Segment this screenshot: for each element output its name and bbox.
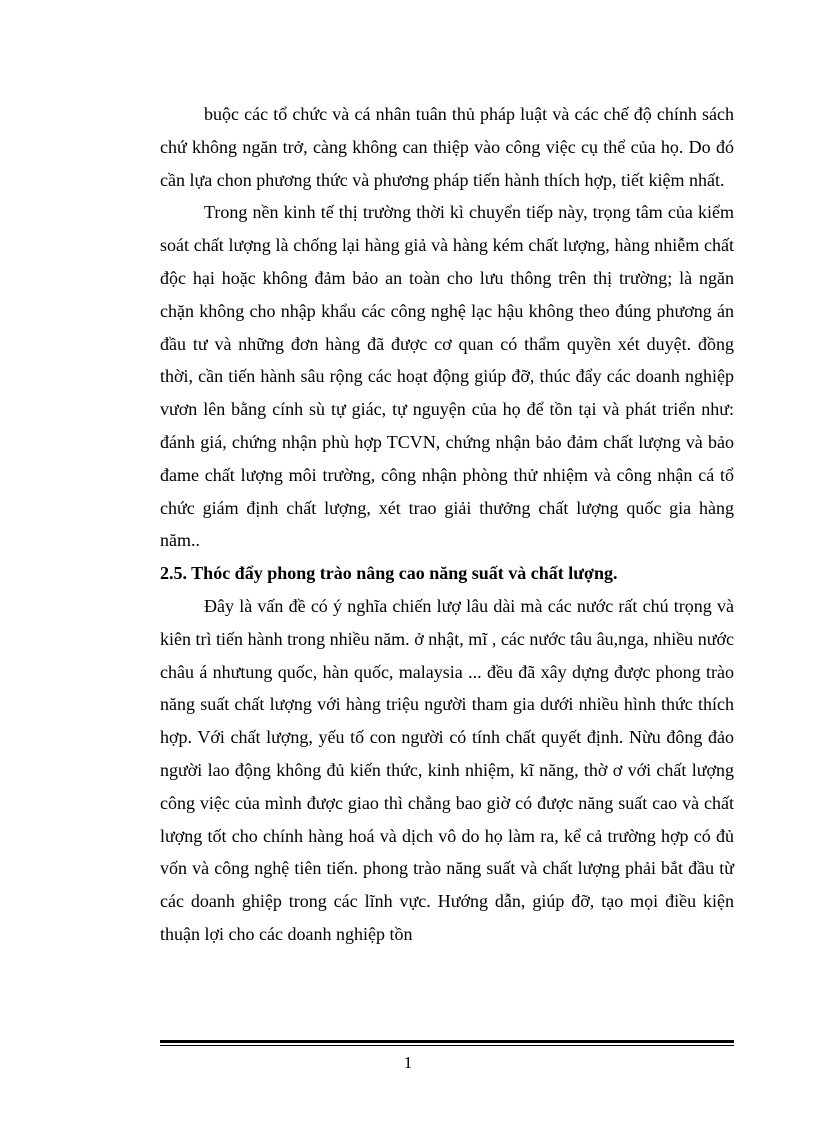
section-heading: 2.5. Thóc đẩy phong trào nâng cao năng suất và chất lượng. <box>160 563 618 584</box>
footer-rule-thin <box>160 1045 734 1046</box>
footer-rule-thick <box>160 1040 734 1043</box>
body-text <box>160 98 734 951</box>
paragraph-continuation: buộc các tổ chức và cá nhân tuân thủ pháp luật và các chế độ chính sách chứ không ngăn trở, càng không can thiệp vào công việc cụ thể của họ. Do đó cần lựa chon phương thức và phương pháp tiến hành thích hợp, tiết kiệm nhất. <box>160 104 734 190</box>
paragraph-quality-control: Trong nền kinh tế thị trường thời kì chuyển tiếp này, trọng tâm của kiểm soát chất lượng là chống lại hàng giả và hàng kém chất lượng, hàng nhiễm chất độc hại hoặc không đảm bảo an toàn cho lưu thông trên thị trường; là ngăn chặn không cho nhập khẩu các công nghệ lạc hậu không theo đúng phương án đầu tư và những đơn hàng đã được cơ quan có thẩm quyền xét duyệt. đồng thời, cần tiến hành sâu rộng các hoạt động giúp đỡ, thúc đẩy các doanh nghiệp vươn lên bằng cính sù tự giác, tự nguyện của họ để tồn tại và phát triển như: đánh giá, chứng nhận phù hợp TCVN, chứng nhận bảo đảm chất lượng và bảo đame chất lượng môi trường, công nhận phòng thử nhiệm và công nhận cá tổ chức giám định chất lượng, xét trao giải thưởng chất lượng quốc gia hàng năm.. <box>160 202 734 551</box>
page-number: 1 <box>403 1053 413 1072</box>
paragraph-productivity-movement: Đây là vấn đề có ý nghĩa chiến lượ lâu dài mà các nước rất chú trọng và kiên trì tiến hành trong nhiều năm. ở nhật, mĩ , các nước tâu âu,nga, nhiều nước châu á nhưtung quốc, hàn quốc, malaysia ... đều đã xây dựng được phong trào năng suất chất lượng với hàng triệu người tham gia dưới nhiều hình thức thích hợp. Với chất lượng, yếu tố con người có tính chất quyết định. Nừu đông đảo người lao động không đủ kiến thức, kinh nhiệm, kĩ năng, thờ ơ với chất lượng công việc của mình được giao thì chẳng bao giờ có được năng suất cao và chất lượng tốt cho chính hàng hoá và dịch vô do họ làm ra, kể cả trường hợp có đủ vốn và công nghệ tiên tiến. phong trào năng suất và chất lượng phải bắt đầu từ các doanh ghiệp trong các lĩnh vực. Hướng dẫn, giúp đỡ, tạo mọi điều kiện thuận lợi cho các doanh nghiệp tồn <box>160 595 734 944</box>
